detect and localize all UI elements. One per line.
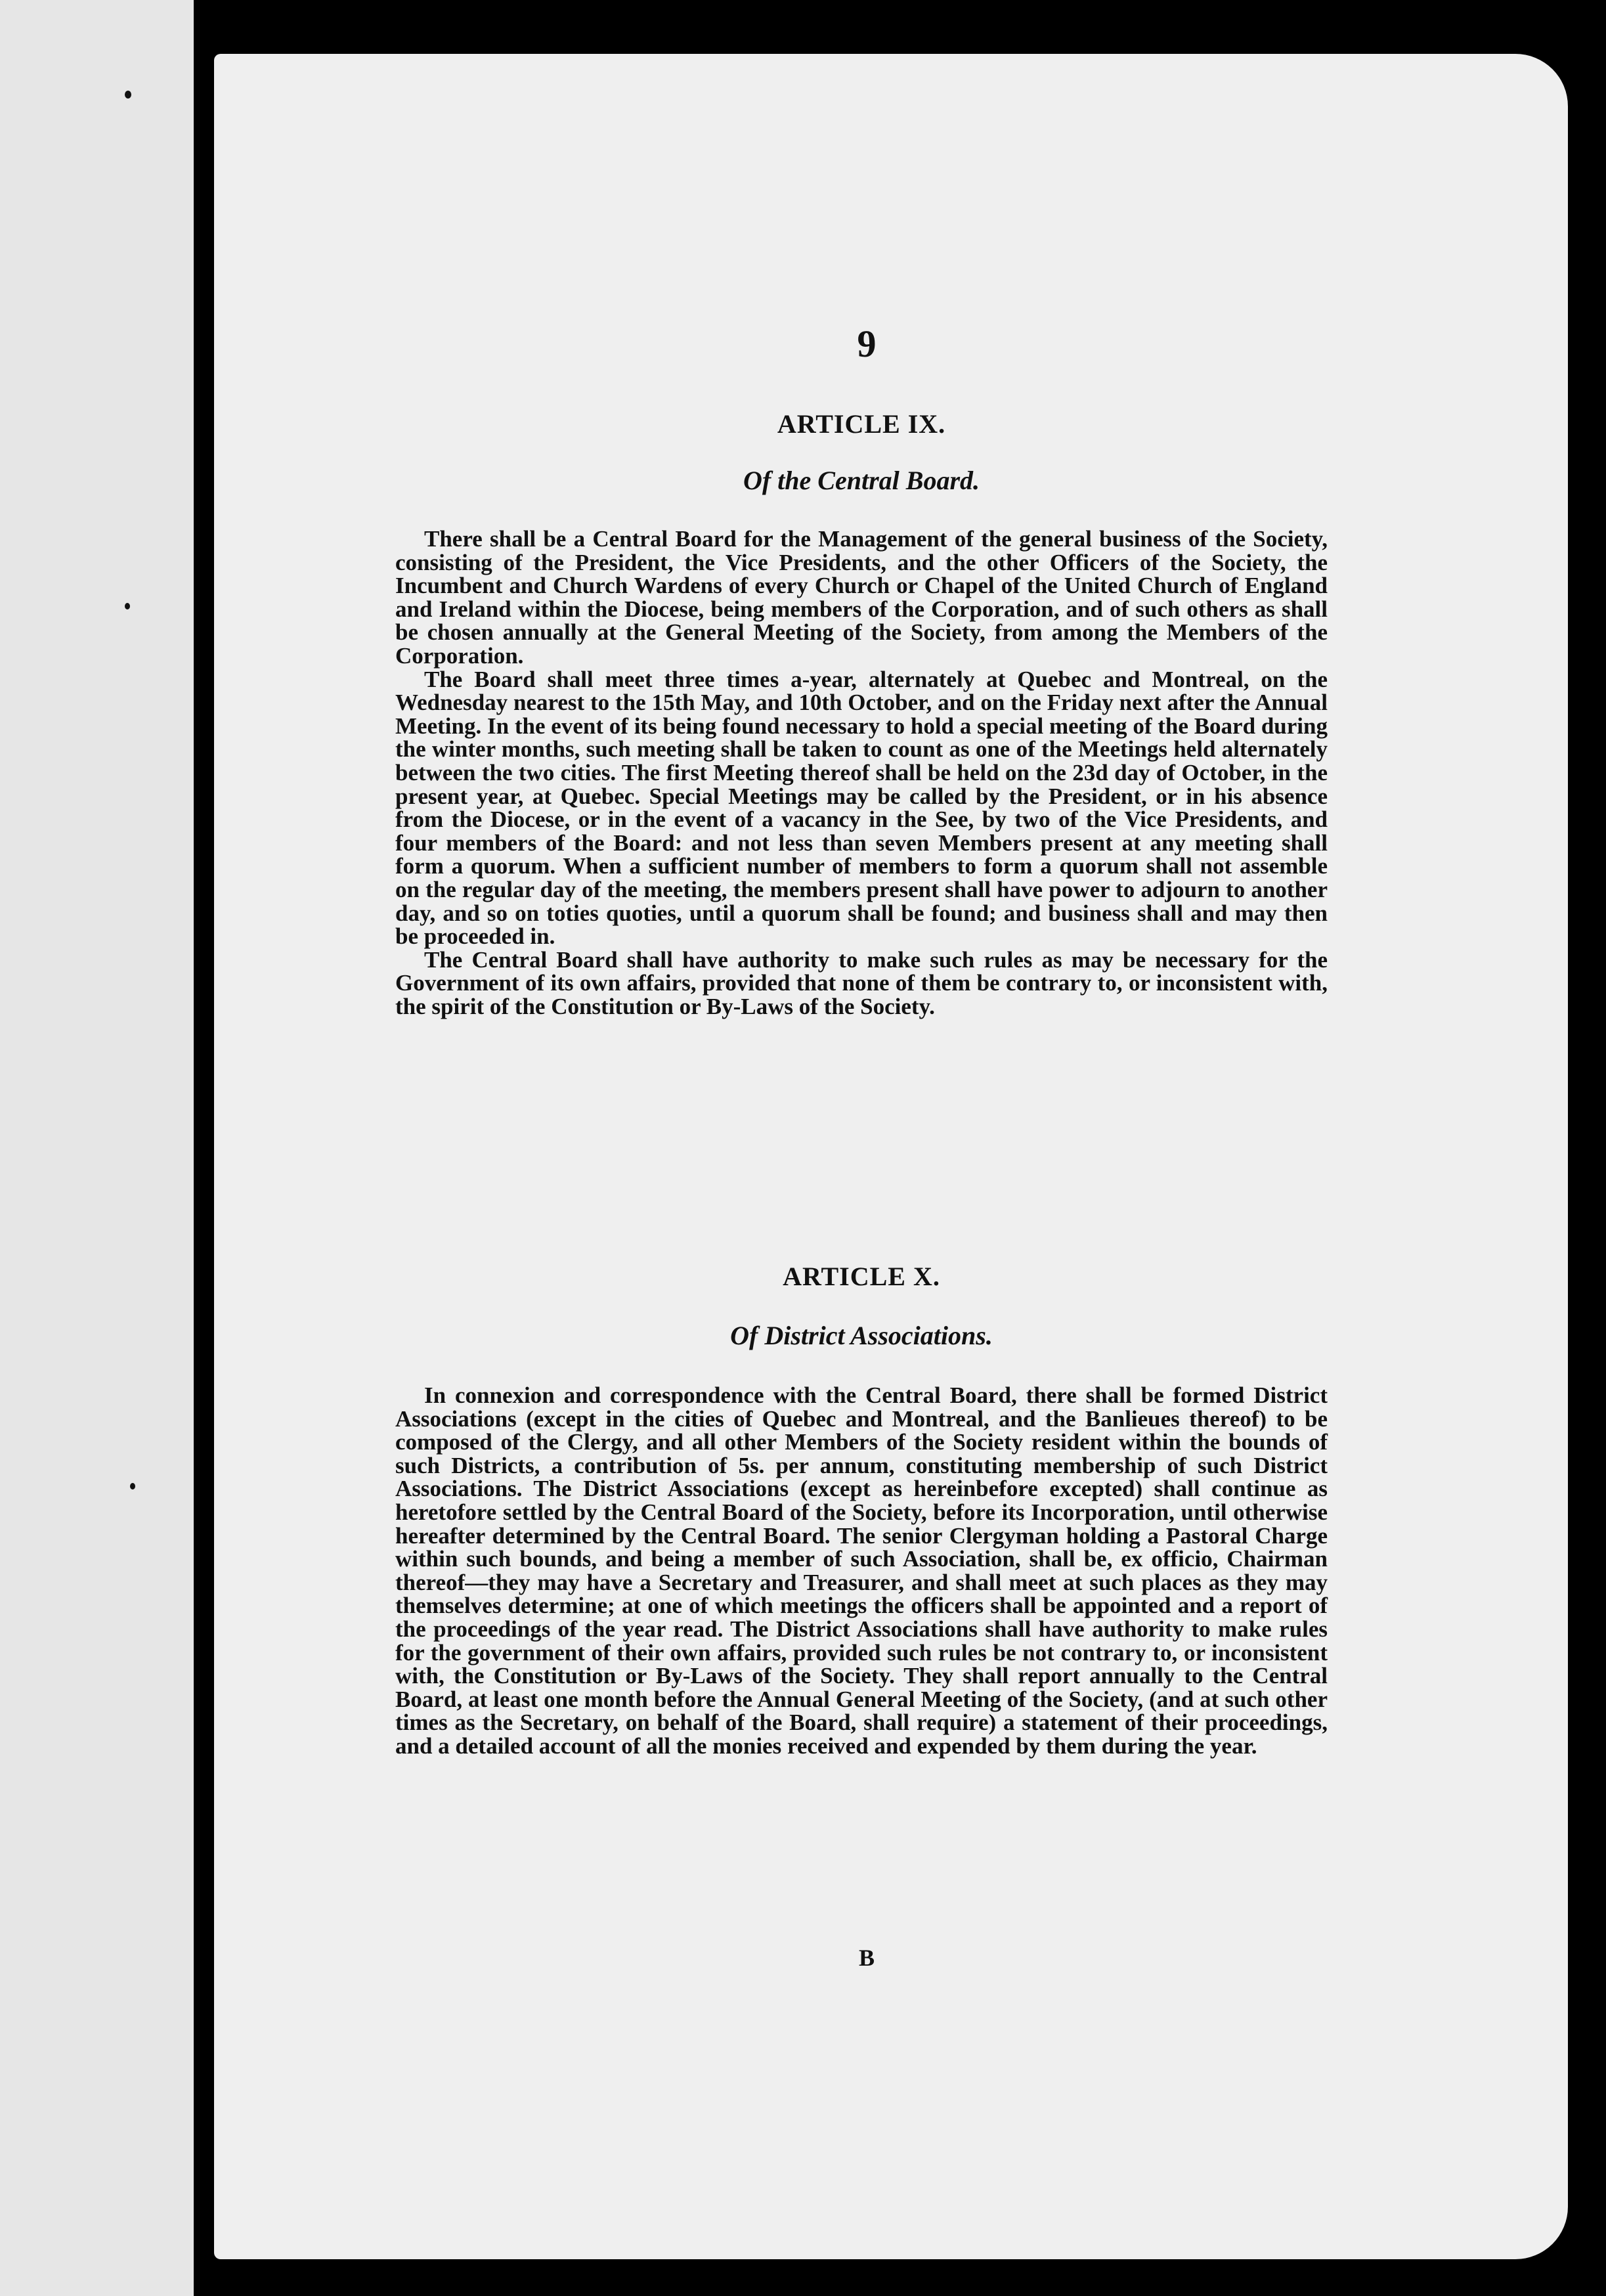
article-x-heading: ARTICLE X. — [783, 1262, 940, 1291]
book-page — [214, 54, 1568, 2259]
binding-hole-mark — [125, 603, 130, 609]
article-ix-paragraph: There shall be a Central Board for the Management of the general business of the Society, consisting of the President, the Vice Presidents, and the other Officers of the Society, the Incumbent and Church Wardens of every Church or Chapel of the United Church of England and Ireland within the Diocese, being members of the Corporation, and of such others as shall be chosen annually at the General Meeting of the Society, from among the Members of the Corporation. — [395, 526, 1328, 669]
article-ix-heading: ARTICLE IX. — [777, 409, 946, 439]
article-ix-paragraph: The Central Board shall have authority to make such rules as may be necessary for the Government of its own affairs, provided that none of them be contrary to, or inconsistent with, the spirit of the Constitution or By-Laws of the Society. — [395, 946, 1328, 1019]
article-ix-body — [395, 527, 1328, 1018]
article-x-body — [395, 1384, 1328, 1758]
binding-hole-mark — [130, 1483, 135, 1490]
article-x-subheading: Of District Associations. — [730, 1321, 993, 1350]
article-x-paragraph: In connexion and correspondence with the Central Board, there shall be formed District Associations (except in the cities of Quebec and Montreal, and the Banlieues thereof) to be composed of the Clergy, and all other Members of the Society resident within the bounds of such Districts, a contribution of 5s. per annum, constituting membership of such District Associations. The District Associations (except as hereinbefore excepted) shall continue as heretofore settled by the Central Board of the Society, before its Incorporation, until otherwise hereafter determined by the Central Board. The senior Clergyman holding a Pastoral Charge within such bounds, and being a member of such Association, shall be, ex officio, Chairman thereof—they may have a Secretary and Treasurer, and shall meet at such places as they may themselves determine; at one of which meetings the officers shall be appointed and a report of the proceedings of the year read. The District Associations shall have authority to make rules for the government of their own affairs, provided such rules be not contrary to, or inconsistent with, the Constitution or By-Laws of the Society. They shall report annually to the Central Board, at least one month before the Annual General Meeting of the Society, (and at such other times as the Secretary, on behalf of the Board, shall require) a statement of their proceedings, and a detailed account of all the monies received and expended by them during the year. — [395, 1382, 1328, 1759]
facing-page-edge — [0, 0, 194, 2296]
article-ix-paragraph: The Board shall meet three times a-year, alternately at Quebec and Montreal, on the Wednesday nearest to the 15th May, and 10th October, and on the Friday next after the Annual Meeting. In the event of its being found necessary to hold a special meeting of the Board during the winter months, such meeting shall be taken to count as one of the Meetings held alternately between the two cities. The first Meeting thereof shall be held on the 23d day of October, in the present year, at Quebec. Special Meetings may be called by the President, or in his absence from the Diocese, or in the event of a vacancy in the See, by two of the Vice Presidents, and four members of the Board: and not less than seven Members present at any meeting shall form a quorum. When a sufficient number of members to form a quorum shall not assemble on the regular day of the meeting, the members present shall have power to adjourn to another day, and so on toties quoties, until a quorum shall be found; and business shall and may then be proceeded in. — [395, 666, 1328, 950]
article-ix-subheading: Of the Central Board. — [743, 466, 980, 495]
page-number: 9 — [857, 322, 877, 365]
binding-hole-mark — [125, 91, 131, 99]
signature-mark: B — [858, 1945, 875, 1971]
